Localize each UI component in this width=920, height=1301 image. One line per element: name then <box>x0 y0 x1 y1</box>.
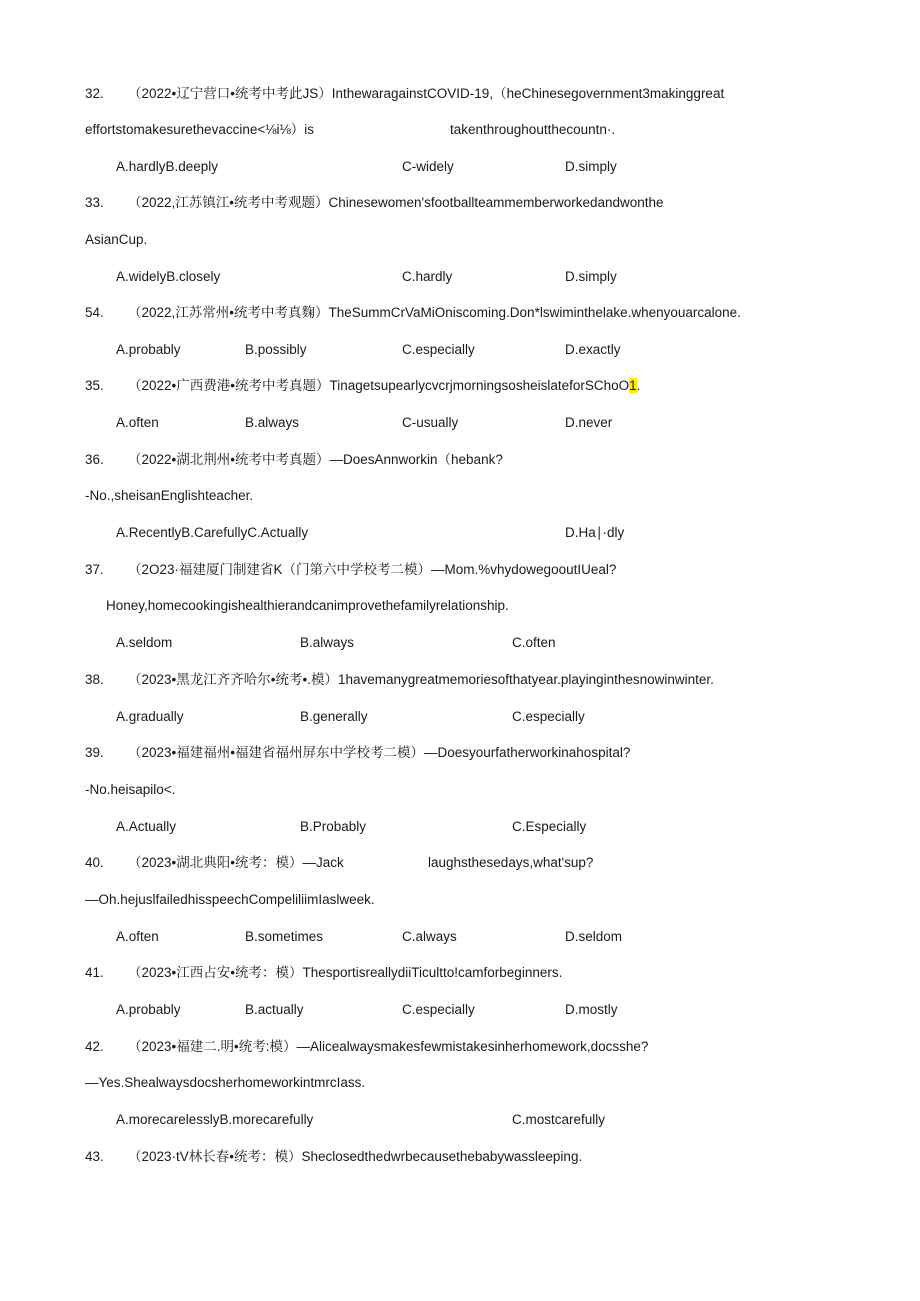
option: C.Especially <box>512 819 587 834</box>
option: D.exactly <box>565 342 621 357</box>
option: C.hardly <box>402 269 453 284</box>
option: B.Probably <box>300 819 367 834</box>
option: A.probably <box>116 1002 181 1017</box>
question-stem: （2023•江西占安•统考：模）ThesportisreallydiiTicultto!camforbeginners. <box>128 965 563 980</box>
option: A.Actually <box>116 819 177 834</box>
option: D.never <box>565 415 613 430</box>
question-stem-continued: AsianCup. <box>85 232 148 247</box>
option: C.mostcarefully <box>512 1112 606 1127</box>
question-stem-continued: effortstomakesurethevaccine<⅛i⅛）is <box>85 122 314 137</box>
question-stem: （2023•黑龙江齐齐哈尔•统考•.模）1havemanygreatmemoriesofthatyear.playinginthesnowinwinter. <box>128 672 714 687</box>
question-number: 33. <box>85 195 104 210</box>
option: A.probably <box>116 342 181 357</box>
option: C-usually <box>402 415 459 430</box>
question-stem: （2022,江苏常州•统考中考真麴）TheSummCrVaMiOniscoming.Don*lswiminthelake.whenyouarcalone. <box>128 305 741 320</box>
option: A.RecentlyB.CarefullyC.Actually <box>116 525 309 540</box>
highlight-mark: 1 <box>629 378 637 393</box>
question-stem-continued: laughsthesedays,what'sup? <box>428 855 594 870</box>
question-number: 43. <box>85 1149 104 1164</box>
question-number: 36. <box>85 452 104 467</box>
question-number: 39. <box>85 745 104 760</box>
option: A.hardlyB.deeply <box>116 159 219 174</box>
option: D.mostly <box>565 1002 618 1017</box>
option: B.possibly <box>245 342 307 357</box>
question-number: 42. <box>85 1039 104 1054</box>
question-number: 32. <box>85 86 104 101</box>
option: D.Ha∣·dly <box>565 525 625 540</box>
option: B.sometimes <box>245 929 324 944</box>
option: B.always <box>245 415 300 430</box>
option: C-widely <box>402 159 454 174</box>
question-number: 35. <box>85 378 104 393</box>
question-number: 38. <box>85 672 104 687</box>
option: C.often <box>512 635 556 650</box>
question-stem-continued: Honey,homecookingishealthierandcanimprovethefamilyrelationship. <box>106 598 509 613</box>
question-stem-continued: —Yes.ShealwaysdocsherhomeworkintmrcIass. <box>85 1075 366 1090</box>
question-stem: （2022•广西费港•统考中考真题）TinagetsupearlycvcrjmorningsosheislateforSChoO1. <box>128 378 641 393</box>
option: C.especially <box>512 709 585 724</box>
option: A.seldom <box>116 635 173 650</box>
question-stem: （2023•福建二.明•统考:模）—Alicealwaysmakesfewmistakesinherhomework,docsshe? <box>128 1039 649 1054</box>
question-stem-continued: -No.heisapilo<. <box>85 782 176 797</box>
option: D.seldom <box>565 929 623 944</box>
option: A.often <box>116 415 159 430</box>
question-number: 54. <box>85 305 104 320</box>
option: D.simply <box>565 159 617 174</box>
option: A.often <box>116 929 159 944</box>
question-stem: （2023•福建福州•福建省福州屏东中学校考二模）—Doesyourfatherworkinahospital? <box>128 745 631 760</box>
option: A.morecarelesslyB.morecarefully <box>116 1112 314 1127</box>
option: D.simply <box>565 269 617 284</box>
option: A.widelyB.closely <box>116 269 221 284</box>
question-stem: （2022,江苏镇江•统考中考观题）Chinesewomen'sfootballteammemberworkedandwonthe <box>128 195 664 210</box>
option: B.generally <box>300 709 368 724</box>
question-number: 40. <box>85 855 104 870</box>
question-stem-continued: —Oh.hejuslfailedhisspeechCompeliliimIaslweek. <box>85 892 375 907</box>
option: A.gradually <box>116 709 184 724</box>
question-stem: （2022•湖北荆州•统考中考真题）—DoesAnnworkin（hebank? <box>128 452 503 467</box>
option: C.especially <box>402 1002 475 1017</box>
option: C.especially <box>402 342 475 357</box>
question-stem-continued: takenthroughoutthecountn·. <box>450 122 616 137</box>
question-stem: （2022•辽宁营口•统考中考此JS）InthewaragainstCOVID-19,（heChinesegovernment3makinggreat <box>128 86 725 101</box>
question-number: 37. <box>85 562 104 577</box>
option: B.always <box>300 635 355 650</box>
question-stem-continued: -No.,sheisanEnglishteacher. <box>85 488 254 503</box>
option: B.actually <box>245 1002 304 1017</box>
question-number: 41. <box>85 965 104 980</box>
question-stem: （2023•湖北典阳•统考：模）—Jack <box>128 855 344 870</box>
question-stem: （2O23·福建厦门制建省K（门第六中学校考二模）—Mom.%vhydowegooutIUeal? <box>128 562 617 577</box>
option: C.always <box>402 929 457 944</box>
question-stem: （2023·tV林长春•统考：模）Sheclosedthedwrbecausethebabywassleeping. <box>128 1149 583 1164</box>
